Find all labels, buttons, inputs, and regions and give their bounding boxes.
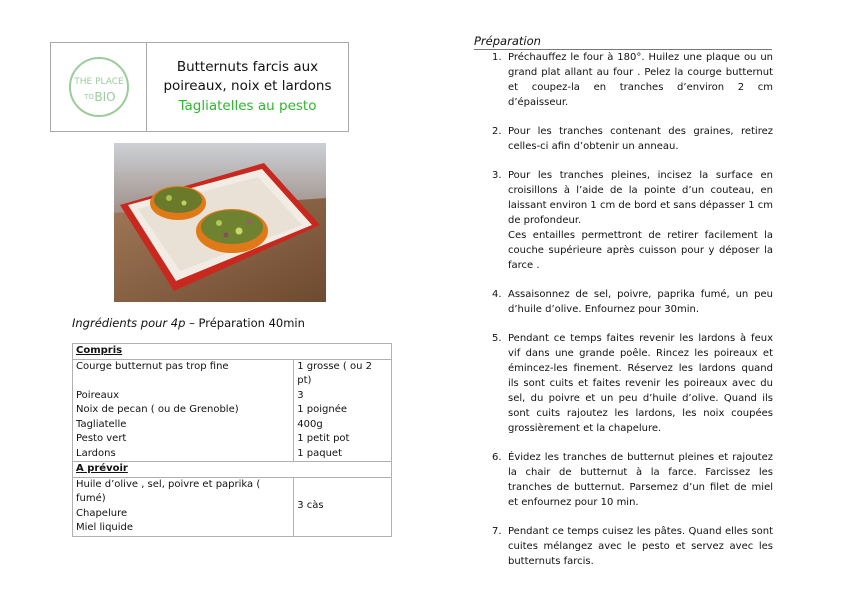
ingredient-name: Pesto vert [73,432,294,447]
ingredients-heading [72,316,305,330]
step-text [508,50,773,110]
step-text [508,287,773,317]
ingredient-row [73,418,392,433]
ingredient-qty: 1 grosse ( ou 2 pt) [294,359,392,389]
recipe-title-line1: Butternuts farcis aux [176,59,319,75]
ingredient-name: Tagliatelle [73,418,294,433]
section-label-prevoir: A prévoir [73,462,392,478]
dish-photo-illustration [114,143,326,302]
prevoir-item: Miel liquide [76,522,134,533]
section-row-prevoir [73,462,392,478]
step-paragraph: Ces entailles permettront de retirer facilement la couche supérieure après cuisson pour y déposer la farce . [508,230,773,271]
step-paragraph: Pendant ce temps cuisez les pâtes. Quand elles sont cuites mélangez avec le pesto et servez avec les butternuts farcis. [508,526,773,567]
prevoir-item: Chapelure [76,507,128,519]
preparation-heading: Préparation [474,34,772,50]
step-paragraph: Assaisonnez de sel, poivre, paprika fumé, un peu d’huile d’olive. Enfournez pour 30min. [508,289,773,315]
the-place-to-bio-logo [66,54,132,120]
step-number: 6. [492,452,502,463]
step-number: 2. [492,126,502,137]
ingredient-row [73,447,392,462]
ingredient-name: Courge butternut pas trop fine [73,359,294,389]
step-paragraph: Pour les tranches pleines, incisez la surface en croisillons à l’aide de la pointe d’un couteau, en laissant environ 1 cm de bord et sans dépasser 1 cm de profondeur. [508,170,773,226]
ingredient-qty: 400g [294,418,392,433]
ingredient-row [73,359,392,389]
ingredient-qty: 1 petit pot [294,432,392,447]
ingredient-row [73,389,392,404]
title-cell [147,43,348,131]
step-text [508,124,773,154]
step-text [508,331,773,436]
ingredients-heading-servings: Ingrédients pour 4p [72,316,186,330]
preparation-step [492,287,773,317]
preparation-step [492,450,773,510]
prevoir-qty: 3 càs [294,477,392,536]
ingredient-qty: 3 [294,389,392,404]
logo-text-bio: BIO [93,90,116,104]
step-paragraph: Évidez les tranches de butternut pleines et rajoutez la chair de butternut à la farce. Farcissez les tranches de butternut. Parsemez d’un filet de miel et enfournez pour 10 min. [508,452,773,508]
preparation-steps [492,50,773,583]
preparation-step [492,168,773,273]
logo-text-to: TO [83,93,94,101]
ingredient-row [73,432,392,447]
preparation-step [492,331,773,436]
step-number: 5. [492,333,502,344]
section-row-compris [73,344,392,360]
dish-photo [114,143,326,302]
ingredient-row [73,403,392,418]
step-number: 1. [492,52,502,63]
section-label-compris: Compris [73,344,392,360]
prevoir-item: Huile d’olive , sel, poivre et paprika ( fumé) [76,478,261,504]
recipe-title-line2: poireaux, noix et lardons [163,78,332,94]
step-paragraph: Préchauffez le four à 180°. Huilez une plaque ou un grand plat allant au four . Pelez la courge butternut et coupez-la en tranches d’environ 2 cm d’épaisseur. [508,52,773,108]
recipe-subtitle: Tagliatelles au pesto [178,98,317,114]
ingredients-table [72,343,392,537]
step-text [508,168,773,273]
step-number: 3. [492,170,502,181]
ingredient-name: Lardons [73,447,294,462]
preparation-step [492,524,773,569]
step-text [508,450,773,510]
ingredient-name: Poireaux [73,389,294,404]
step-paragraph: Pendant ce temps faites revenir les lardons à feux vif dans une grande poêle. Rincez les poireaux et émincez-les finement. Réservez les lardons quand ils sont cuits et faites revenir les poireaux avec du sel, du poivre et un peu d’huile d’olive. Quand ils sont cuits rajoutez les lardons, les noix coupées grossièrement et la chapelure. [508,333,773,434]
preparation-step [492,50,773,110]
recipe-header [50,42,349,132]
ingredient-row-prevoir [73,477,392,536]
ingredient-qty: 1 paquet [294,447,392,462]
prevoir-items [73,477,294,536]
step-text [508,524,773,569]
logo-cell [51,43,147,131]
step-number: 4. [492,289,502,300]
ingredients-heading-time: – Préparation 40min [185,316,305,330]
step-number: 7. [492,526,502,537]
step-paragraph: Pour les tranches contenant des graines, retirez celles-ci afin d’obtenir un anneau. [508,126,773,152]
ingredient-name: Noix de pecan ( ou de Grenoble) [73,403,294,418]
ingredient-qty: 1 poignée [294,403,392,418]
preparation-step [492,124,773,154]
logo-text-line1: THE PLACE [73,77,124,87]
